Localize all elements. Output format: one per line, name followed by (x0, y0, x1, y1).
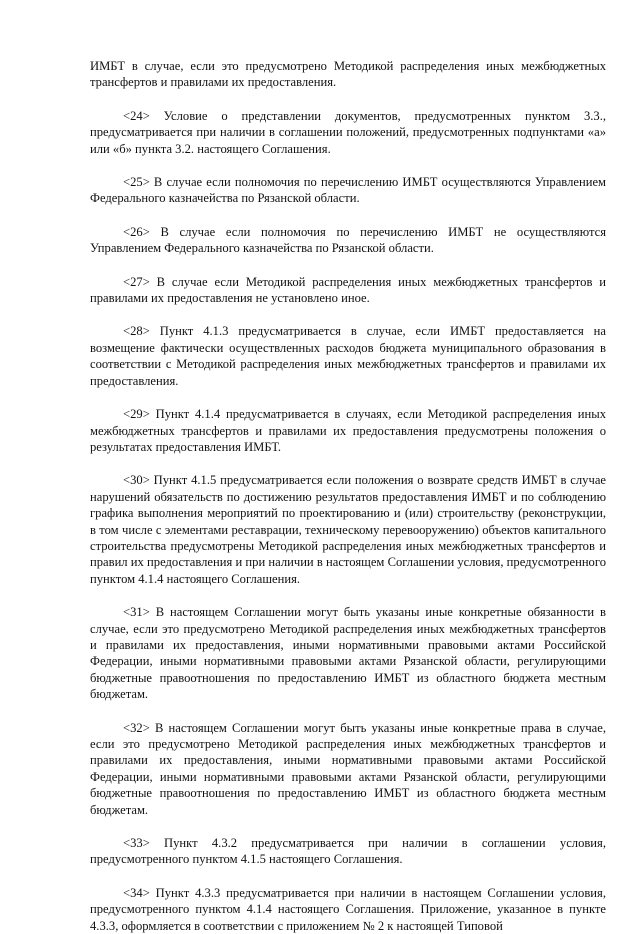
footnote-31: <31> В настоящем Соглашении могут быть указаны иные конкретные обязанности в случае, если это предусмотрено Методикой распределения иных межбюджетных трансфертов и правилами их предоставления, иными нормативными правовыми актами Российской Федерации, иными нормативными правовыми актами Рязанской области, регулирующими бюджетные правоотношения по предоставлению ИМБТ из областного бюджета местным бюджетам. (90, 605, 606, 702)
footnote-24: <24> Условие о представлении документов, предусмотренных пунктом 3.3., предусматривается при наличии в соглашении положений, предусмотренных подпунктами «а» или «б» пункта 3.2. настоящего Соглашения. (90, 108, 606, 156)
footnote-28: <28> Пункт 4.1.3 предусматривается в случае, если ИМБТ предоставляется на возмещение фактически осуществленных расходов бюджета муниципального образования в соответствии с Методикой распределения иных межбюджетных трансфертов и правилами их предоставления. (90, 324, 606, 388)
footnote-33: <33> Пункт 4.3.2 предусматривается при наличии в соглашении условия, предусмотренного пунктом 4.1.5 настоящего Соглашения. (90, 836, 606, 867)
paragraph-continuation: ИМБТ в случае, если это предусмотрено Методикой распределения иных межбюджетных трансфертов и правилами их предоставления. (90, 59, 606, 90)
footnote-34: <34> Пункт 4.3.3 предусматривается при наличии в настоящем Соглашении условия, предусмотренного пунктом 4.1.4 настоящего Соглашения. Приложение, указанное в пункте 4.3.3, оформляется в соответствии с приложением № 2 к настоящей Типовой (90, 885, 606, 933)
footnote-27: <27> В случае если Методикой распределения иных межбюджетных трансфертов и правилами их предоставления не установлено иное. (90, 274, 606, 306)
footnote-29: <29> Пункт 4.1.4 предусматривается в случаях, если Методикой распределения иных межбюджетных трансфертов и правилами их предоставления предусмотрены положения о результатах предоставления ИМБТ. (90, 407, 606, 454)
footnote-32: <32> В настоящем Соглашении могут быть указаны иные конкретные права в случае, если это предусмотрено Методикой распределения иных межбюджетных трансфертов и правилами их предоставления, иными нормативными правовыми актами Российской Федерации, иными нормативными правовыми актами Рязанской области, регулирующими бюджетные правоотношения по предоставлению ИМБТ из областного бюджета местным бюджетам. (90, 720, 606, 817)
footnote-26: <26> В случае если полномочия по перечислению ИМБТ не осуществляются Управлением Федерального казначейства по Рязанской области. (90, 224, 606, 256)
footnote-25: <25> В случае если полномочия по перечислению ИМБТ осуществляются Управлением Федерального казначейства по Рязанской области. (90, 175, 606, 206)
footnote-30: <30> Пункт 4.1.5 предусматривается если положения о возврате средств ИМБТ в случае нарушений обязательств по достижению результатов предоставления ИМБТ и по соблюдению графика выполнения мероприятий по проектированию и (или) строительству (реконструкции, в том числе с элементами реставрации, техническому перевооружению) объектов капитального строительства предусмотрены Методикой распределения иных межбюджетных трансфертов и правил их предоставления и при наличии в настоящем Соглашении условия, предусмотренного пунктом 4.1.4 настоящего Соглашения. (90, 473, 606, 586)
